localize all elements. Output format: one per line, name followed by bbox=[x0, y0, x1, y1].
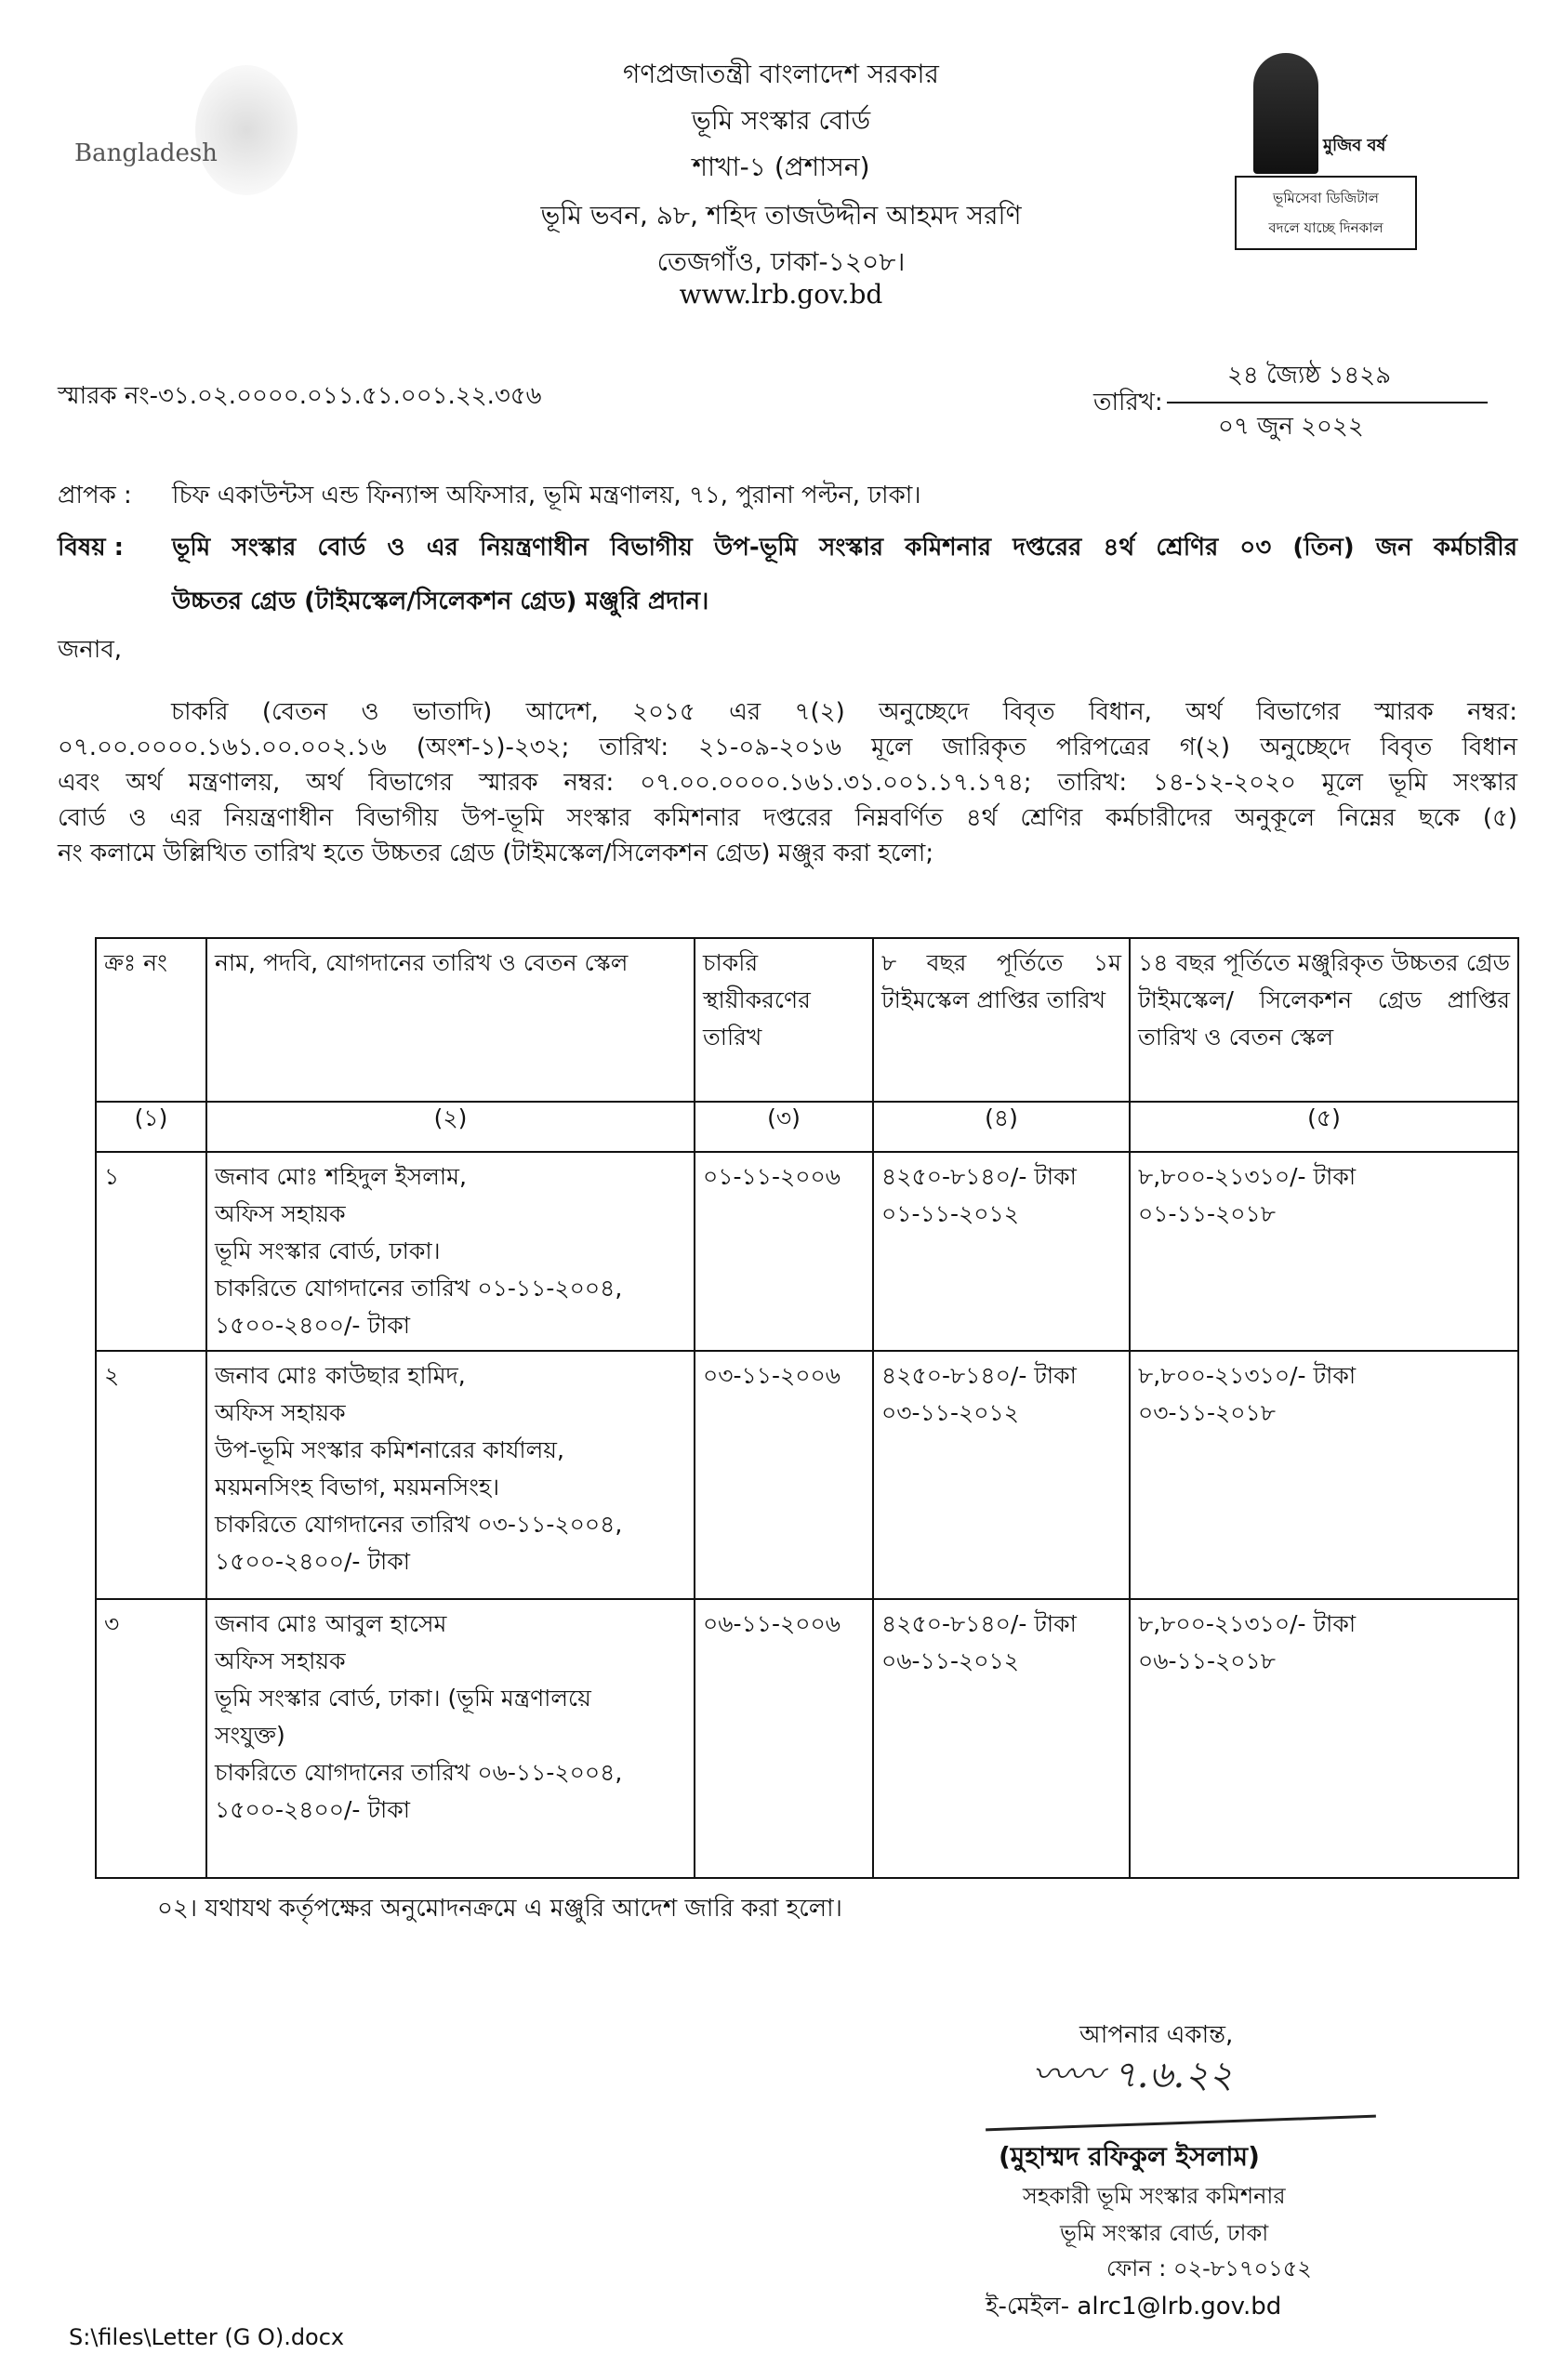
signature-scribble: 〰︎〰︎ bbox=[1032, 2054, 1101, 2096]
date: ০৩-১১-২০১২ bbox=[881, 1399, 1019, 1426]
body-line: এবং অর্থ মন্ত্রণালয়, অর্থ বিভাগের স্মারক নম্বর: ০৭.০০.০০০০.১৬১.৩১.০০১.১৭.১৭৪; তারিখ: ১৪-১২-২০২০ মূলে ভূমি সংস্কার bbox=[58, 769, 1517, 797]
file-path-footer: S:\files\Letter (G O).docx bbox=[69, 2324, 345, 2350]
header-cell: ১৪ বছর পূর্তিতে মঞ্জুরিকৃত উচ্চতর গ্রেড টাইমস্কেল/ সিলেকশন গ্রেড প্রাপ্তির তারিখ ও বেতন স্কেল bbox=[1130, 938, 1518, 1102]
column-number: (৪) bbox=[873, 1102, 1130, 1152]
date: ০৩-১১-২০১৮ bbox=[1138, 1399, 1276, 1426]
recipient-label: প্রাপক : bbox=[58, 482, 132, 509]
date: ০১-১১-২০১২ bbox=[881, 1200, 1019, 1227]
first-timescale bbox=[873, 1351, 1130, 1599]
detail-line: জনাব মোঃ আবুল হাসেম bbox=[215, 1610, 447, 1637]
date-gregorian: ০৭ জুন ২০২২ bbox=[1218, 413, 1364, 441]
header-cell: ক্রঃ নং bbox=[96, 938, 206, 1102]
detail-line: জনাব মোঃ শহিদুল ইসলাম, bbox=[215, 1163, 467, 1190]
detail-line: ১৫০০-২৪০০/- টাকা bbox=[215, 1548, 410, 1575]
table-header-row bbox=[96, 938, 1518, 1102]
closing-paragraph: ০২। যথাযথ কর্তৃপক্ষের অনুমোদনক্রমে এ মঞ্জুরি আদেশ জারি করা হলো। bbox=[157, 1895, 842, 1923]
detail-line: ১৫০০-২৪০০/- টাকা bbox=[215, 1796, 410, 1823]
signature-date: ৭.৬.২২ bbox=[1112, 2054, 1234, 2096]
detail-line: উপ-ভূমি সংস্কার কমিশনারের কার্যালয়, bbox=[215, 1436, 564, 1463]
recipient-text: চিফ একাউন্টস এন্ড ফিন্যান্স অফিসার, ভূমি মন্ত্রণালয়, ৭১, পুরানা পল্টন, ঢাকা। bbox=[172, 482, 921, 509]
subject-line: উচ্চতর গ্রেড (টাইমস্কেল/সিলেকশন গ্রেড) মঞ্জুরি প্রদান। bbox=[172, 588, 709, 615]
date: ০১-১১-২০১৮ bbox=[1138, 1200, 1276, 1227]
address-line-1: ভূমি ভবন, ৯৮, শহিদ তাজউদ্দীন আহমদ সরণি bbox=[540, 200, 1022, 231]
body-line: চাকরি (বেতন ও ভাতাদি) আদেশ, ২০১৫ এর ৭(২) অনুচ্ছেদে বিবৃত বিধান, অর্থ বিভাগের স্মারক নম্বর: bbox=[171, 698, 1517, 726]
signatory-designation: সহকারী ভূমি সংস্কার কমিশনার bbox=[1023, 2183, 1286, 2209]
scale: ৮,৮০০-২১৩১০/- টাকা bbox=[1138, 1610, 1357, 1637]
employee-details bbox=[206, 1599, 695, 1878]
date-label: তারিখ: bbox=[1093, 389, 1163, 416]
body-line: নং কলামে উল্লিখিত তারিখ হতে উচ্চতর গ্রেড (টাইমস্কেল/সিলেকশন গ্রেড) মঞ্জুর করা হলো; bbox=[58, 840, 934, 867]
employee-details bbox=[206, 1152, 695, 1351]
detail-line: সংযুক্ত) bbox=[215, 1722, 285, 1749]
date: ০৬-১১-২০১২ bbox=[881, 1647, 1019, 1674]
confirmation-date: ০১-১১-২০০৬ bbox=[695, 1152, 873, 1351]
table-row bbox=[96, 1599, 1518, 1878]
confirmation-date: ০৩-১১-২০০৬ bbox=[695, 1351, 873, 1599]
body-line: বোর্ড ও এর নিয়ন্ত্রণাধীন বিভাগীয় উপ-ভূমি সংস্কার কমিশনার দপ্তরের নিম্নবর্ণিত ৪র্থ শ্রেণির কর্মচারীদের অনুকূলে নিম্নের ছকে (৫) bbox=[58, 804, 1517, 832]
serial: ১ bbox=[96, 1152, 206, 1351]
salutation: জনাব, bbox=[58, 636, 123, 664]
date-bangla: ২৪ জ্যৈষ্ঠ ১৪২৯ bbox=[1227, 362, 1392, 390]
serial: ৩ bbox=[96, 1599, 206, 1878]
logo-text: Bangladesh bbox=[74, 139, 218, 167]
detail-line: চাকরিতে যোগদানের তারিখ ০৬-১১-২০০৪, bbox=[215, 1759, 623, 1786]
scale: ৪২৫০-৮১৪০/- টাকা bbox=[881, 1163, 1077, 1190]
signatory-email: ই-মেইল- alrc1@lrb.gov.bd bbox=[986, 2293, 1282, 2320]
table-row bbox=[96, 1351, 1518, 1599]
detail-line: জনাব মোঃ কাউছার হামিদ, bbox=[215, 1362, 466, 1389]
body-line: ০৭.০০.০০০০.১৬১.০০.০০২.১৬ (অংশ-১)-২৩২; তারিখ: ২১-০৯-২০১৬ মূলে জারিকৃত পরিপত্রের গ(২) অনুচ্ছেদে বিবৃত বিধান bbox=[58, 734, 1517, 761]
subject-line: ভূমি সংস্কার বোর্ড ও এর নিয়ন্ত্রণাধীন বিভাগীয় উপ-ভূমি সংস্কার কমিশনার দপ্তরের ৪র্থ শ্রেণির ০৩ (তিন) জন কর্মচারীর bbox=[172, 534, 1517, 562]
address-line-2: তেজগাঁও, ঢাকা-১২০৮। bbox=[656, 246, 906, 277]
column-number: (১) bbox=[96, 1102, 206, 1152]
slogan-line: বদলে যাচ্ছে দিনকাল bbox=[1268, 219, 1383, 236]
date-divider bbox=[1167, 402, 1488, 403]
employee-details bbox=[206, 1351, 695, 1599]
column-number: (৫) bbox=[1130, 1102, 1518, 1152]
office-name: ভূমি সংস্কার বোর্ড bbox=[691, 105, 871, 136]
scale: ৪২৫০-৮১৪০/- টাকা bbox=[881, 1362, 1077, 1389]
higher-grade bbox=[1130, 1599, 1518, 1878]
detail-line: চাকরিতে যোগদানের তারিখ ০৩-১১-২০০৪, bbox=[215, 1511, 623, 1538]
branch-name: শাখা-১ (প্রশাসন) bbox=[692, 152, 870, 182]
date: ০৬-১১-২০১৮ bbox=[1138, 1647, 1276, 1674]
scale: ৪২৫০-৮১৪০/- টাকা bbox=[881, 1610, 1077, 1637]
detail-line: অফিস সহায়ক bbox=[215, 1200, 346, 1227]
logo-title: মুজিব বর্ষ bbox=[1323, 136, 1386, 155]
memo-number: স্মারক নং-৩১.০২.০০০০.০১১.৫১.০০১.২২.৩৫৬ bbox=[58, 382, 542, 410]
confirmation-date: ০৬-১১-২০০৬ bbox=[695, 1599, 873, 1878]
table-row bbox=[96, 1152, 1518, 1351]
detail-line: ভূমি সংস্কার বোর্ড, ঢাকা। bbox=[215, 1237, 441, 1264]
sign-off: আপনার একান্ত, bbox=[1079, 2021, 1234, 2049]
column-number: (৩) bbox=[695, 1102, 873, 1152]
subject-label: বিষয় : bbox=[58, 534, 125, 562]
govt-title: গণপ্রজাতন্ত্রী বাংলাদেশ সরকার bbox=[623, 59, 939, 89]
signature-stroke bbox=[986, 2115, 1376, 2132]
portrait-icon bbox=[1253, 53, 1318, 174]
header-cell: নাম, পদবি, যোগদানের তারিখ ও বেতন স্কেল bbox=[206, 938, 695, 1102]
column-number-row bbox=[96, 1102, 1518, 1152]
signatory-phone: ফোন : ০২-৮১৭০১৫২ bbox=[1106, 2255, 1312, 2281]
first-timescale bbox=[873, 1599, 1130, 1878]
employee-table bbox=[95, 937, 1519, 1879]
signatory-office: ভূমি সংস্কার বোর্ড, ঢাকা bbox=[1060, 2220, 1269, 2246]
website: www.lrb.gov.bd bbox=[679, 279, 883, 310]
header-cell: ৮ বছর পূর্তিতে ১ম টাইমস্কেল প্রাপ্তির তারিখ bbox=[873, 938, 1130, 1102]
body-paragraph bbox=[58, 693, 1517, 869]
slogan-line: ভূমিসেবা ডিজিটাল bbox=[1273, 190, 1379, 206]
mujib-borsho-logo bbox=[1235, 53, 1421, 253]
detail-line: চাকরিতে যোগদানের তারিখ ০১-১১-২০০৪, bbox=[215, 1275, 623, 1302]
first-timescale bbox=[873, 1152, 1130, 1351]
higher-grade bbox=[1130, 1351, 1518, 1599]
detail-line: অফিস সহায়ক bbox=[215, 1647, 346, 1674]
detail-line: অফিস সহায়ক bbox=[215, 1399, 346, 1426]
scale: ৮,৮০০-২১৩১০/- টাকা bbox=[1138, 1163, 1357, 1190]
detail-line: ভূমি সংস্কার বোর্ড, ঢাকা। (ভূমি মন্ত্রণালয়ে bbox=[215, 1685, 591, 1712]
handwritten-signature bbox=[1032, 2053, 1233, 2097]
higher-grade bbox=[1130, 1152, 1518, 1351]
slogan-box bbox=[1235, 176, 1417, 250]
detail-line: ১৫০০-২৪০০/- টাকা bbox=[215, 1312, 410, 1339]
header-cell: চাকরি স্থায়ীকরণের তারিখ bbox=[695, 938, 873, 1102]
signatory-name: (মুহাম্মদ রফিকুল ইসলাম) bbox=[999, 2141, 1260, 2172]
detail-line: ময়মনসিংহ বিভাগ, ময়মনসিংহ। bbox=[215, 1474, 500, 1501]
serial: ২ bbox=[96, 1351, 206, 1599]
subject-text bbox=[172, 528, 1517, 617]
column-number: (২) bbox=[206, 1102, 695, 1152]
scale: ৮,৮০০-২১৩১০/- টাকা bbox=[1138, 1362, 1357, 1389]
